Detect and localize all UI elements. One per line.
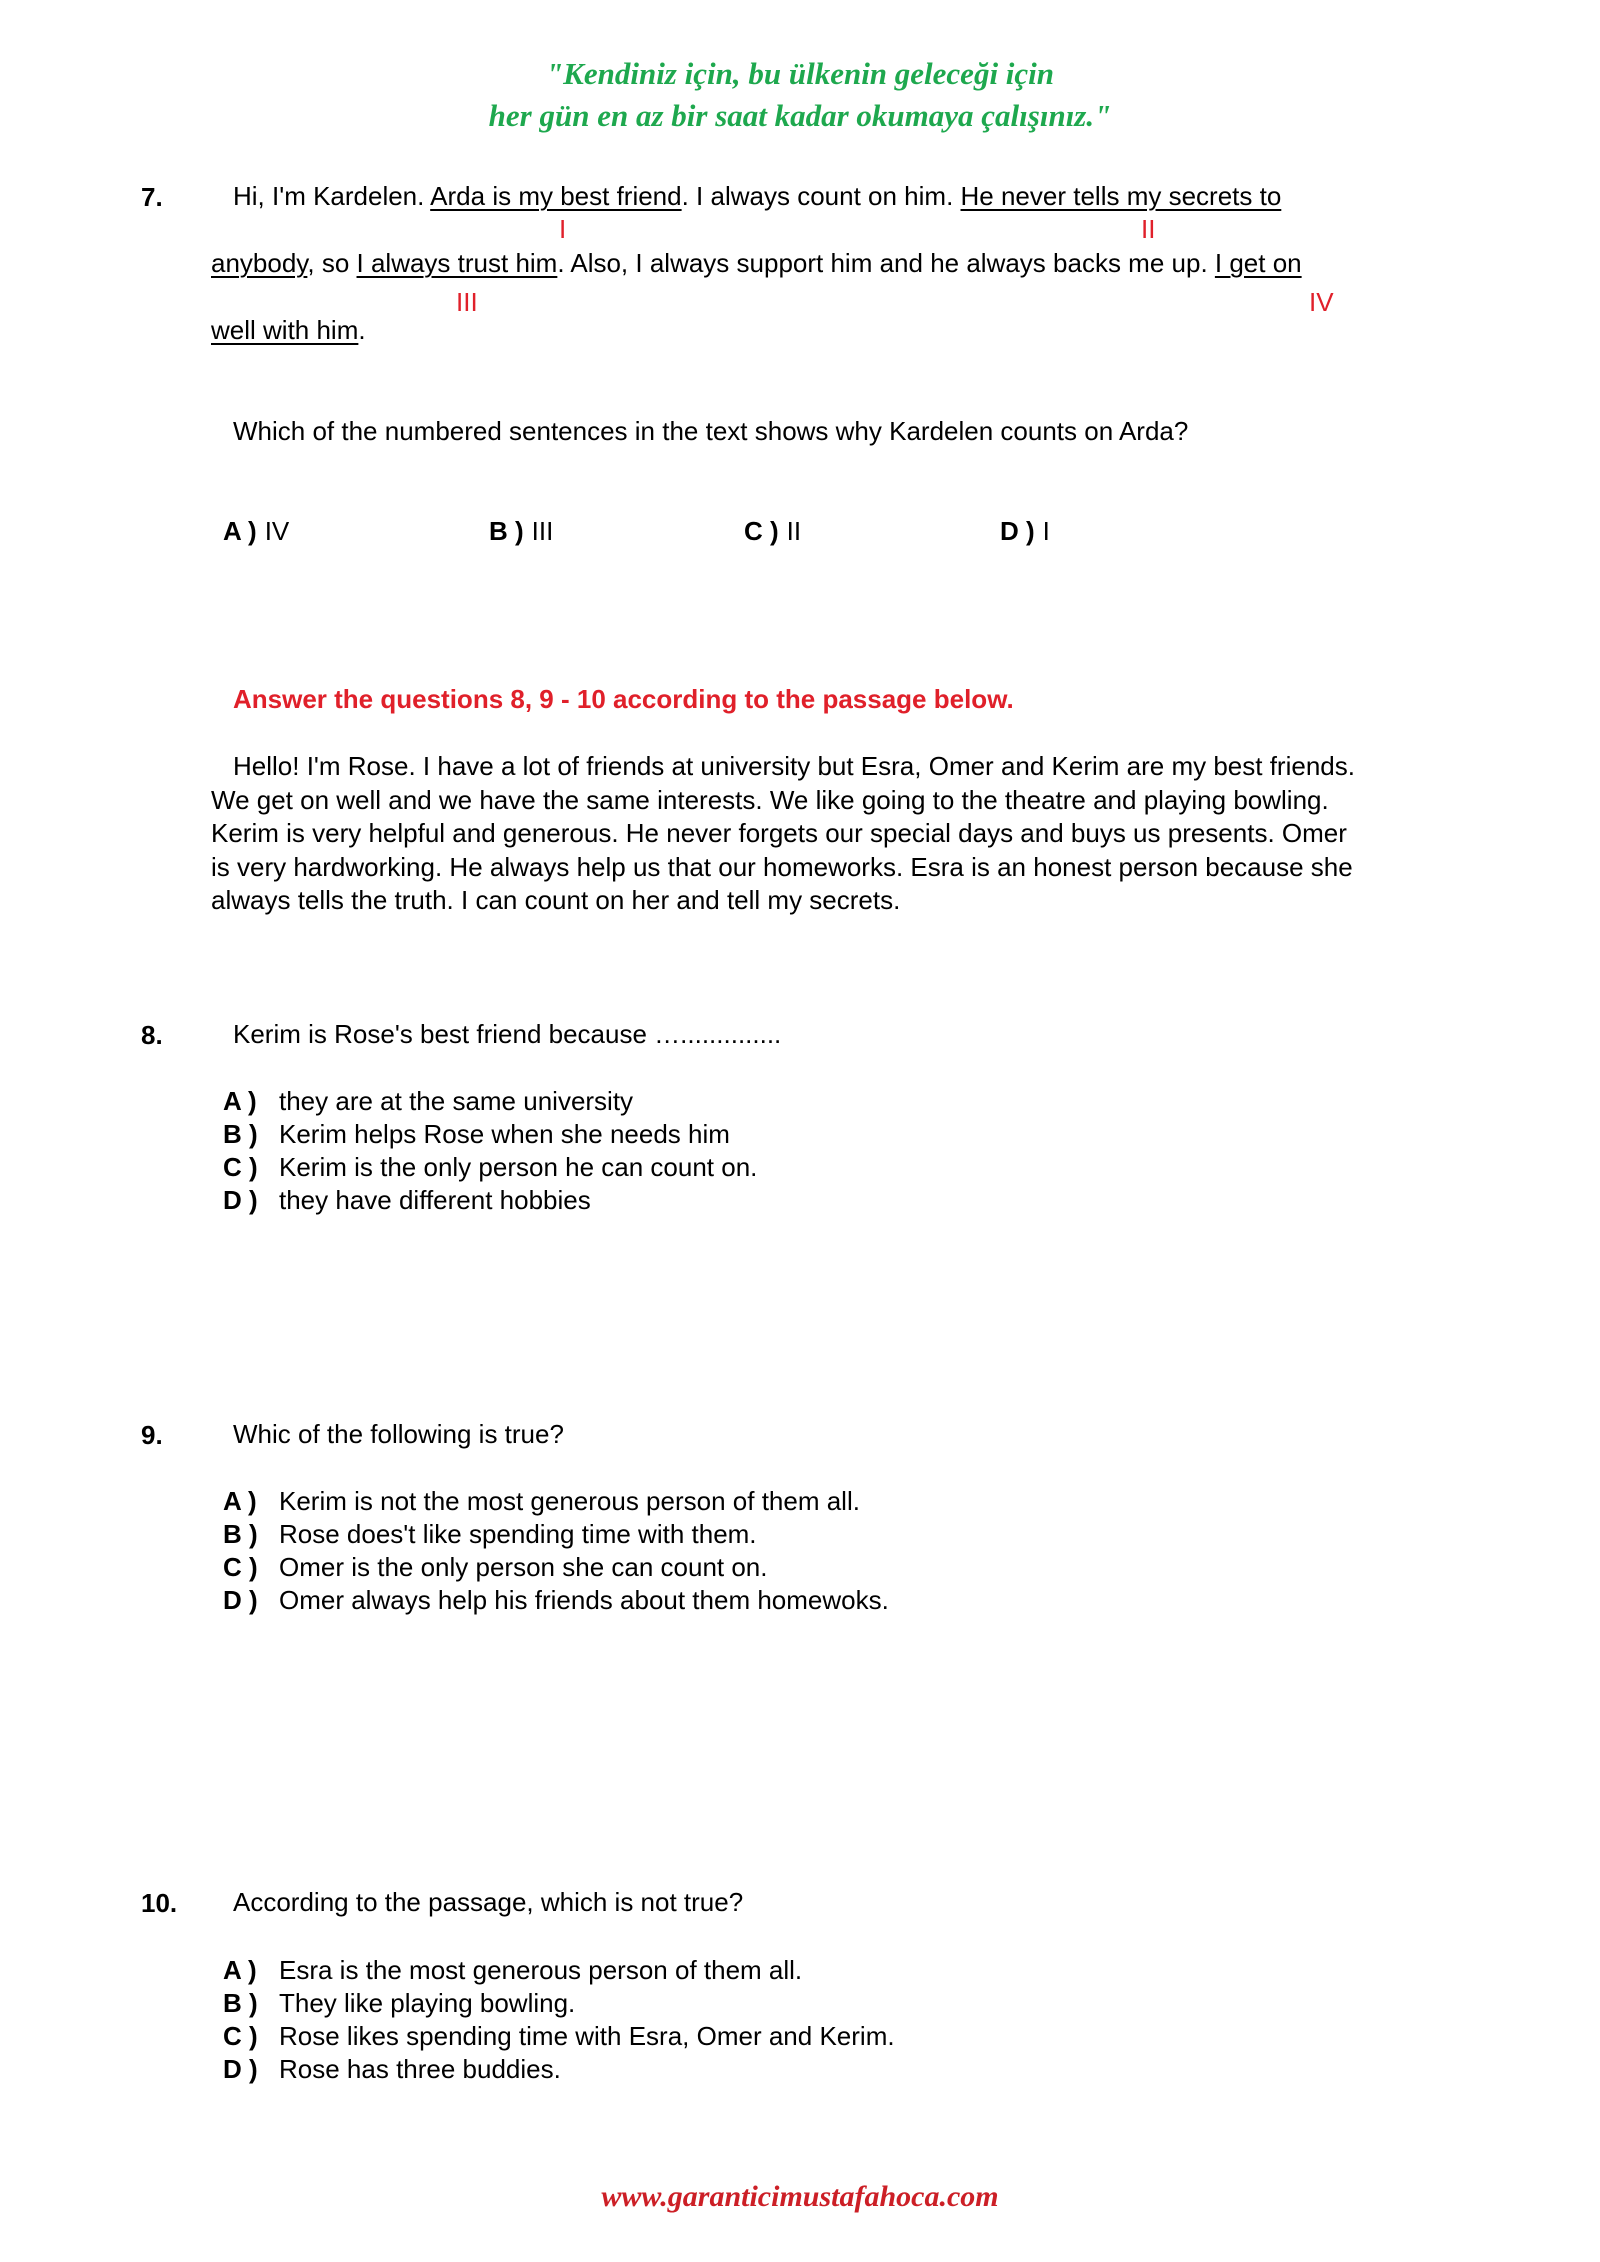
roman-numeral-i: I <box>559 214 567 244</box>
q7-text-line-3 <box>211 315 366 346</box>
q9-option-d[interactable] <box>223 1585 889 1616</box>
q8-option-b[interactable] <box>223 1119 730 1150</box>
q7-option-d-text: I <box>1042 516 1050 546</box>
q10-option-b[interactable] <box>223 1988 575 2019</box>
question-9-number: 9. <box>141 1420 163 1450</box>
motto-line-2: her gün en az bir saat kadar okumaya çalışınız." <box>488 98 1112 133</box>
q9-option-a-text: Kerim is not the most generous person of them all. <box>279 1486 860 1516</box>
q9-option-c-text: Omer is the only person she can count on. <box>279 1552 768 1582</box>
q10-question: According to the passage, which is not true? <box>233 1887 744 1917</box>
q8-option-d-letter: D ) <box>223 1185 258 1215</box>
question-10-number: 10. <box>141 1888 178 1918</box>
q8-question: Kerim is Rose's best friend because ….............. <box>233 1019 782 1049</box>
q10-option-c-letter: C ) <box>223 2021 258 2051</box>
q8-option-c-letter: C ) <box>223 1152 258 1182</box>
q7-sentence-i: Arda is my best friend <box>430 181 682 211</box>
q8-option-c[interactable] <box>223 1152 757 1183</box>
q9-option-a[interactable] <box>223 1486 860 1517</box>
q7-sentence-ii-start: He never tells my secrets to <box>960 181 1282 211</box>
q7-option-b-letter: B ) <box>489 516 524 546</box>
q7-option-d-letter: D ) <box>1000 516 1035 546</box>
roman-numeral-ii: II <box>1141 214 1156 244</box>
q10-option-a-letter: A ) <box>223 1955 257 1985</box>
q8-option-b-text: Kerim helps Rose when she needs him <box>279 1119 730 1149</box>
question-7-number: 7. <box>141 182 163 212</box>
q7-option-c-letter: C ) <box>744 516 779 546</box>
q7-option-c-text: II <box>786 516 802 546</box>
q8-option-d[interactable] <box>223 1185 591 1216</box>
q7-option-a[interactable] <box>223 516 289 547</box>
q7-option-a-letter: A ) <box>223 516 257 546</box>
roman-numeral-iii: III <box>456 287 478 317</box>
q9-option-b-letter: B ) <box>223 1519 258 1549</box>
q7-option-b[interactable] <box>489 516 553 547</box>
q7-sentence-iv-start: I get on <box>1214 248 1302 278</box>
motto-line-1: "Kendiniz için, bu ülkenin geleceği için <box>545 56 1055 91</box>
q8-option-b-letter: B ) <box>223 1119 258 1149</box>
q10-option-c[interactable] <box>223 2021 895 2052</box>
q10-option-d-letter: D ) <box>223 2054 258 2084</box>
q8-option-d-text: they have different hobbies <box>279 1185 591 1215</box>
q7-line2-text-b: . Also, I always support him and he always backs me up. <box>557 248 1215 278</box>
q8-option-a[interactable] <box>223 1086 633 1117</box>
q7-line2-text-a: , so <box>307 248 357 278</box>
q10-option-a-text: Esra is the most generous person of them all. <box>279 1955 803 1985</box>
q9-option-c[interactable] <box>223 1552 768 1583</box>
q9-option-b[interactable] <box>223 1519 757 1550</box>
question-8-number: 8. <box>141 1020 163 1050</box>
q8-option-a-letter: A ) <box>223 1086 257 1116</box>
q7-line3-text-a: . <box>358 315 366 345</box>
q7-line1-text-a: Hi, I'm Kardelen. <box>233 181 431 211</box>
q7-option-c[interactable] <box>744 516 801 547</box>
q9-option-c-letter: C ) <box>223 1552 258 1582</box>
q9-option-b-text: Rose does't like spending time with them. <box>279 1519 757 1549</box>
q9-option-d-letter: D ) <box>223 1585 258 1615</box>
q9-question: Whic of the following is true? <box>233 1419 564 1449</box>
q7-option-d[interactable] <box>1000 516 1050 547</box>
reading-passage: Hello! I'm Rose. I have a lot of friends at university but Esra, Omer and Kerim are my best friends. We get on well and we have the same interests. We like going to the theatre and playing bowling. Kerim is very helpful and generous. He never forgets our special days and buys us presents. Omer is very hardworking. He always help us that our homeworks. Esra is an honest person because she always tells the truth. I can count on her and tell my secrets. <box>211 751 1355 915</box>
q9-option-d-text: Omer always help his friends about them homewoks. <box>279 1585 889 1615</box>
q7-sentence-ii-end: anybody <box>211 248 308 278</box>
q10-option-c-text: Rose likes spending time with Esra, Omer and Kerim. <box>279 2021 895 2051</box>
q7-text-line-2 <box>211 248 1302 279</box>
q8-option-c-text: Kerim is the only person he can count on. <box>279 1152 758 1182</box>
q9-option-a-letter: A ) <box>223 1486 257 1516</box>
q10-option-d[interactable] <box>223 2054 561 2085</box>
q7-option-a-text: IV <box>264 516 290 546</box>
q8-option-a-text: they are at the same university <box>279 1086 634 1116</box>
roman-numeral-iv: IV <box>1309 287 1334 317</box>
q10-option-b-text: They like playing bowling. <box>279 1988 576 2018</box>
q7-option-b-text: III <box>531 516 554 546</box>
q10-option-a[interactable] <box>223 1955 802 1986</box>
q7-sentence-iii: I always trust him <box>356 248 558 278</box>
q7-sentence-iv-end: well with him <box>211 315 359 345</box>
q10-option-d-text: Rose has three buddies. <box>279 2054 561 2084</box>
q7-line1-text-b: . I always count on him. <box>681 181 961 211</box>
footer-website-link[interactable]: www.garanticimustafahoca.com <box>601 2180 999 2213</box>
q7-question: Which of the numbered sentences in the text shows why Kardelen counts on Arda? <box>233 416 1189 446</box>
passage-instruction: Answer the questions 8, 9 - 10 according to the passage below. <box>233 684 1014 714</box>
q7-text-line-1 <box>233 181 1281 212</box>
q10-option-b-letter: B ) <box>223 1988 258 2018</box>
